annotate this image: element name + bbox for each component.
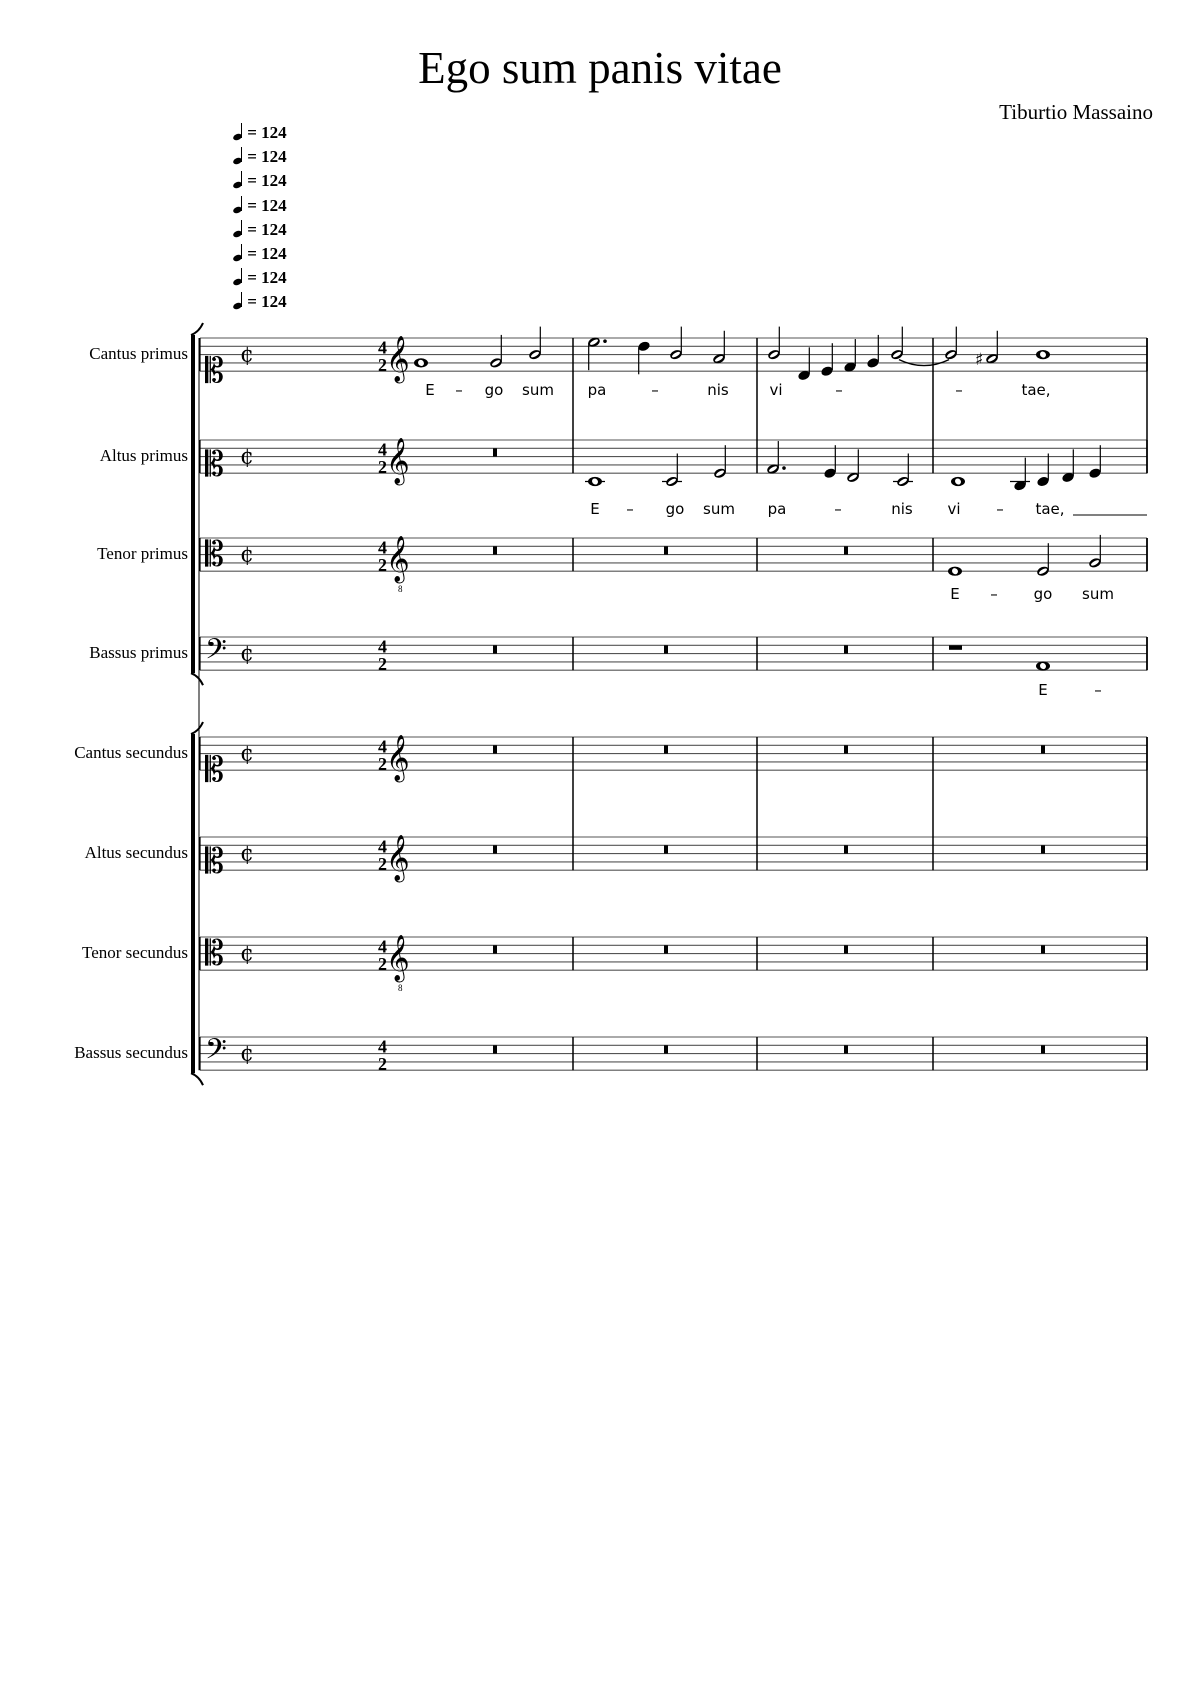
breve-rest-icon	[844, 1045, 848, 1053]
alto-c-clef-icon: 𝄡	[205, 444, 224, 485]
lyric-syllable: –	[835, 381, 843, 399]
time-signature-top: 4	[378, 836, 387, 857]
lyric-syllable: E	[950, 585, 960, 603]
breve-rest-icon	[664, 1045, 668, 1053]
instrument-name: Cantus primus	[89, 343, 188, 363]
breve-rest-icon	[493, 645, 497, 653]
system-bracket	[191, 323, 203, 685]
lyric-syllable: go	[665, 500, 685, 518]
breve-rest-icon	[664, 546, 668, 554]
breve-rest-icon	[844, 645, 848, 653]
cut-time-icon: ¢	[240, 542, 254, 568]
staff	[200, 937, 1147, 970]
cut-time-icon: ¢	[240, 444, 254, 470]
breve-rest-icon	[1041, 845, 1045, 853]
breve-rest-icon	[493, 845, 497, 853]
tempo-value: = 124	[243, 195, 287, 215]
breve-rest-icon	[493, 945, 497, 953]
octave-8-mark: 8	[398, 983, 403, 994]
cut-time-icon: ¢	[240, 641, 254, 667]
lyric-syllable: –	[455, 381, 463, 399]
clef-and-time	[205, 438, 410, 486]
notes	[493, 845, 1045, 853]
tenor-c-clef-icon: 𝄡	[205, 534, 224, 575]
breve-rest-icon	[844, 546, 848, 554]
cut-time-icon: ¢	[240, 1041, 254, 1067]
time-signature-top: 4	[378, 337, 387, 358]
staff	[200, 538, 1147, 571]
system-bracket	[191, 722, 203, 1085]
time-signature-top: 4	[378, 636, 387, 657]
time-signature-bottom: 2	[378, 1054, 387, 1075]
breve-rest-icon	[1041, 745, 1045, 753]
breve-rest-icon	[493, 546, 497, 554]
lyric-syllable: pa	[587, 381, 607, 399]
lyric-syllable: –	[651, 381, 659, 399]
bass-f-clef-icon: 𝄢	[205, 632, 227, 673]
instrument-name: Altus primus	[99, 445, 188, 465]
clef-and-time	[205, 933, 410, 993]
octave-8-mark: 8	[398, 584, 403, 595]
time-signature-bottom: 2	[378, 854, 387, 875]
lyric-syllable: –	[626, 500, 634, 518]
instrument-name: Altus secundus	[84, 842, 188, 862]
staff	[200, 440, 1147, 473]
alto-c-clef-low-icon: 𝄡	[205, 750, 224, 791]
tempo-value: = 124	[243, 171, 287, 191]
breve-rest-icon	[664, 945, 668, 953]
notes	[493, 945, 1045, 953]
breve-rest-icon	[844, 845, 848, 853]
lyric-syllable: –	[1094, 681, 1102, 699]
treble-clef-icon: 𝄞	[386, 834, 410, 881]
time-signature-bottom: 2	[378, 355, 387, 376]
sharp-icon: ♯	[975, 349, 984, 370]
time-signature-bottom: 2	[378, 555, 387, 576]
instrument-name: Tenor primus	[97, 543, 188, 563]
clef-and-time	[205, 336, 410, 391]
lyric-syllable: go	[484, 381, 504, 399]
tempo-value: = 124	[243, 123, 287, 142]
whole-rest-icon	[949, 645, 962, 650]
treble-clef-icon: 𝄞	[386, 734, 410, 781]
cut-time-icon: ¢	[240, 741, 254, 767]
lyric-syllable: sum	[703, 500, 735, 518]
lyric-syllable: E	[590, 500, 600, 518]
treble-clef-icon: 𝄞	[386, 437, 410, 484]
instrument-name: Cantus secundus	[74, 742, 188, 762]
alto-c-clef-low-icon: 𝄡	[205, 351, 224, 392]
breve-rest-icon	[493, 1045, 497, 1053]
lyric-syllable: tae,	[1021, 381, 1051, 399]
lyric-syllable: –	[996, 500, 1004, 518]
staff	[200, 737, 1147, 770]
breve-rest-icon	[664, 745, 668, 753]
cut-time-icon: ¢	[240, 941, 254, 967]
tenor-c-clef-icon: 𝄡	[205, 933, 224, 974]
notes	[493, 1045, 1045, 1053]
breve-rest-icon	[664, 845, 668, 853]
clef-and-time	[205, 735, 410, 790]
lyric-syllable: E	[425, 381, 435, 399]
lyric-syllable: vi	[947, 500, 961, 518]
instrument-name: Tenor secundus	[82, 942, 188, 962]
time-signature-top: 4	[378, 439, 387, 460]
score-title: Ego sum panis vitae	[418, 43, 782, 93]
time-signature-bottom: 2	[378, 954, 387, 975]
time-signature-bottom: 2	[378, 754, 387, 775]
tempo-value: = 124	[243, 147, 287, 167]
lyric-syllable: –	[834, 500, 842, 518]
breve-rest-icon	[844, 945, 848, 953]
breve-rest-icon	[493, 448, 497, 456]
clef-and-time	[205, 835, 410, 883]
instrument-name: Bassus secundus	[74, 1042, 188, 1062]
treble-clef-icon: 𝄞	[386, 535, 410, 582]
breve-rest-icon	[844, 745, 848, 753]
breve-rest-icon	[1041, 945, 1045, 953]
time-signature-top: 4	[378, 736, 387, 757]
staff	[200, 837, 1147, 870]
tempo-value: = 124	[243, 244, 287, 263]
notes	[493, 535, 1114, 603]
time-signature-bottom: 2	[378, 457, 387, 478]
bass-f-clef-icon: 𝄢	[205, 1032, 227, 1073]
breve-rest-icon	[493, 745, 497, 753]
instrument-name: Bassus primus	[89, 642, 188, 662]
lyric-syllable: tae,	[1035, 500, 1065, 518]
clef-and-time	[205, 534, 410, 594]
breve-rest-icon	[664, 645, 668, 653]
lyric-syllable: nis	[891, 500, 913, 518]
time-signature-top: 4	[378, 537, 387, 558]
lyric-syllable: nis	[707, 381, 729, 399]
treble-clef-icon: 𝄞	[386, 934, 410, 981]
breve-rest-icon	[1041, 1045, 1045, 1053]
alto-c-clef-icon: 𝄡	[205, 841, 224, 882]
staff	[200, 637, 1147, 670]
cut-time-icon: ¢	[240, 841, 254, 867]
time-signature-top: 4	[378, 1036, 387, 1057]
tempo-value: = 124	[243, 268, 287, 288]
notes	[493, 745, 1045, 753]
treble-clef-icon: 𝄞	[386, 335, 410, 382]
lyric-syllable: sum	[522, 381, 554, 399]
cut-time-icon: ¢	[240, 342, 254, 368]
time-signature-top: 4	[378, 936, 387, 957]
lyric-syllable: –	[990, 585, 998, 603]
staff	[200, 1037, 1147, 1070]
lyric-syllable: vi	[769, 381, 783, 399]
tempo-value: = 124	[243, 292, 287, 312]
lyric-syllable: go	[1033, 585, 1053, 603]
lyric-syllable: sum	[1082, 585, 1114, 603]
notes	[493, 441, 1147, 518]
lyric-syllable: –	[955, 381, 963, 399]
tempo-value: = 124	[243, 219, 287, 239]
lyric-syllable: pa	[767, 500, 787, 518]
composer-name: Tiburtio Massaino	[999, 100, 1153, 124]
time-signature-bottom: 2	[378, 654, 387, 675]
lyric-syllable: E	[1038, 681, 1048, 699]
